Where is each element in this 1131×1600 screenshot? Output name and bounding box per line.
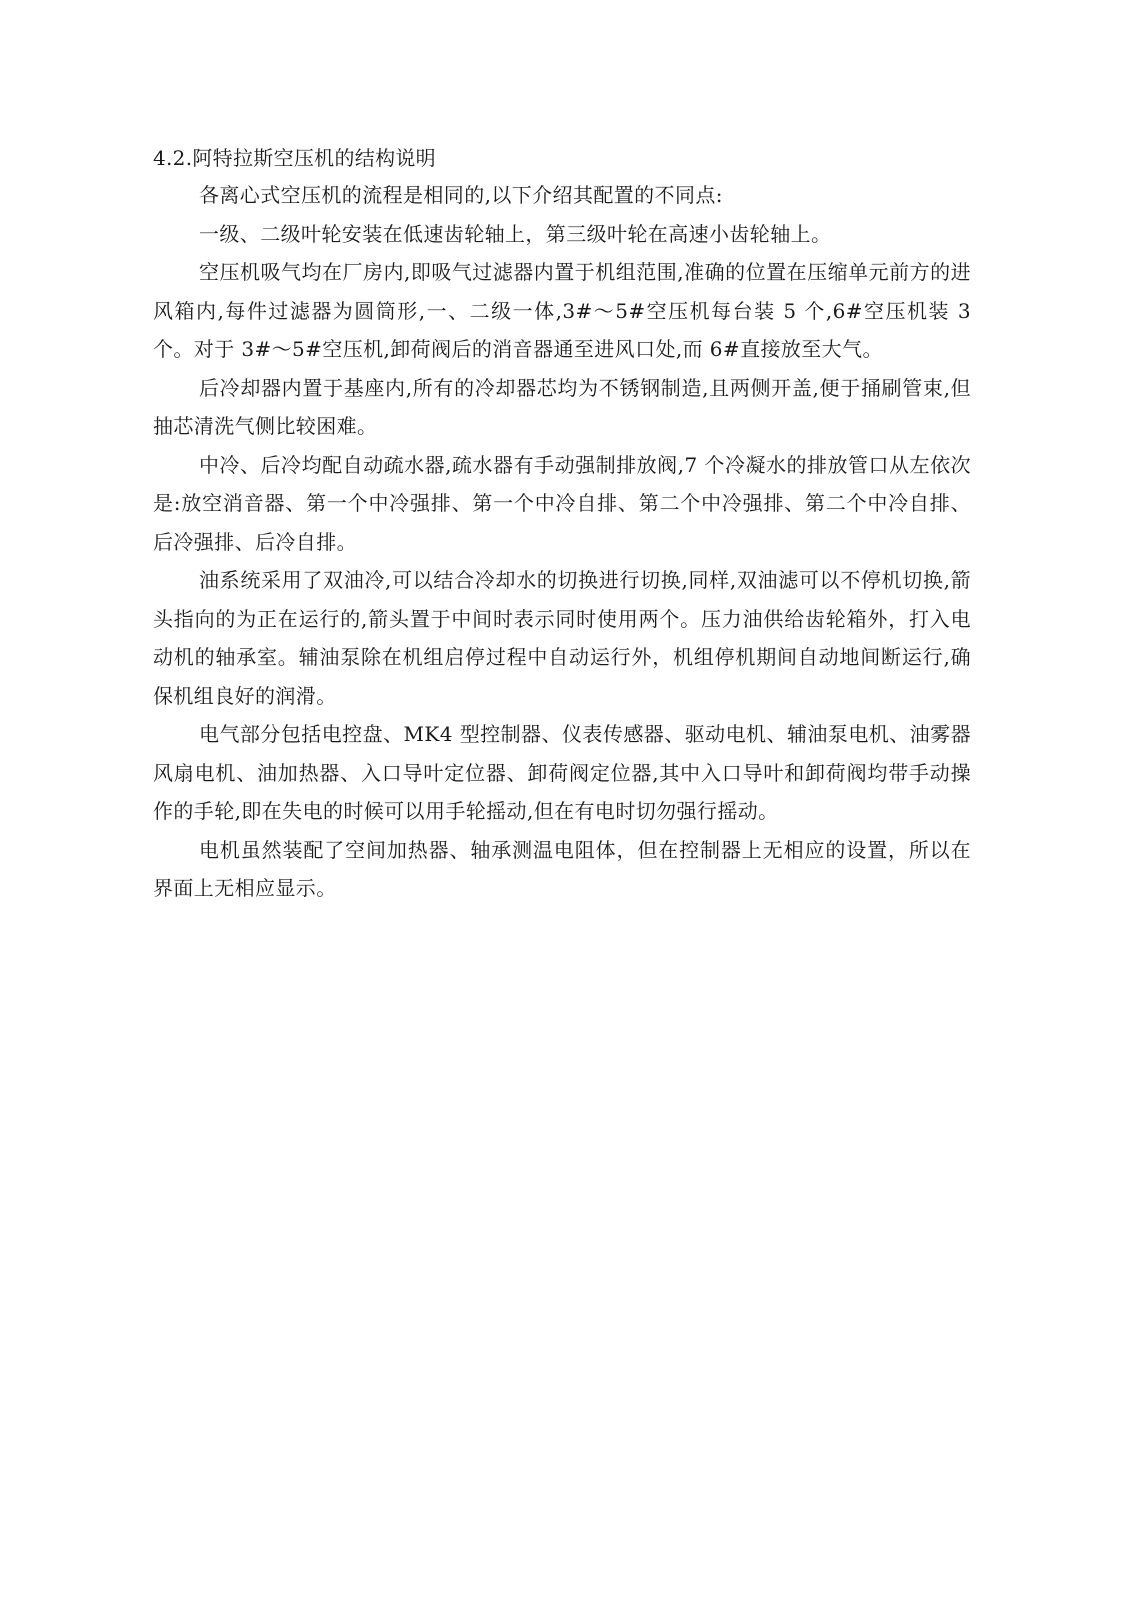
paragraph-aftercooler: 后冷却器内置于基座内,所有的冷却器芯均为不锈钢制造,且两侧开盖,便于捅刷管束,但抽芯清洗气侧比较困难。 [153, 375, 971, 438]
paragraph-drain-traps: 中冷、后冷均配自动疏水器,疏水器有手动强制排放阀,7 个冷凝水的排放管口从左依次是:放空消音器、第一个中冷强排、第一个中冷自排、第二个中冷强排、第二个中冷自排、后冷强排、后冷自排。 [153, 452, 971, 554]
paragraph-motor: 电机虽然装配了空间加热器、轴承测温电阻体，但在控制器上无相应的设置，所以在界面上无相应显示。 [153, 837, 971, 900]
document-body [153, 140, 971, 908]
paragraph-oil-system: 油系统采用了双油冷,可以结合冷却水的切换进行切换,同样,双油滤可以不停机切换,箭头指向的为正在运行的,箭头置于中间时表示同时使用两个。压力油供给齿轮箱外，打入电动机的轴承室。辅油泵除在机组启停过程中自动运行外，机组停机期间自动地间断运行,确保机组良好的润滑。 [153, 568, 971, 708]
paragraph-impeller: 一级、二级叶轮安装在低速齿轮轴上，第三级叶轮在高速小齿轮轴上。 [199, 221, 832, 246]
paragraph-electrical: 电气部分包括电控盘、MK4 型控制器、仪表传感器、驱动电机、辅油泵电机、油雾器风扇电机、油加热器、入口导叶定位器、卸荷阀定位器,其中入口导叶和卸荷阀均带手动操作的手轮,即在失电的时候可以用手轮摇动,但在有电时切勿强行摇动。 [153, 722, 971, 823]
section-heading: 4.2.阿特拉斯空压机的结构说明 [153, 146, 436, 170]
paragraph-intake-filter: 空压机吸气均在厂房内,即吸气过滤器内置于机组范围,准确的位置在压缩单元前方的进风箱内,每件过滤器为圆筒形,一、二级一体,3#～5#空压机每台装 5 个,6#空压机装 3 个。对于 3#～5#空压机,卸荷阀后的消音器通至进风口处,而 6#直接放至大气。 [153, 260, 971, 361]
paragraph-process-overview: 各离心式空压机的流程是相同的,以下介绍其配置的不同点: [199, 183, 723, 207]
